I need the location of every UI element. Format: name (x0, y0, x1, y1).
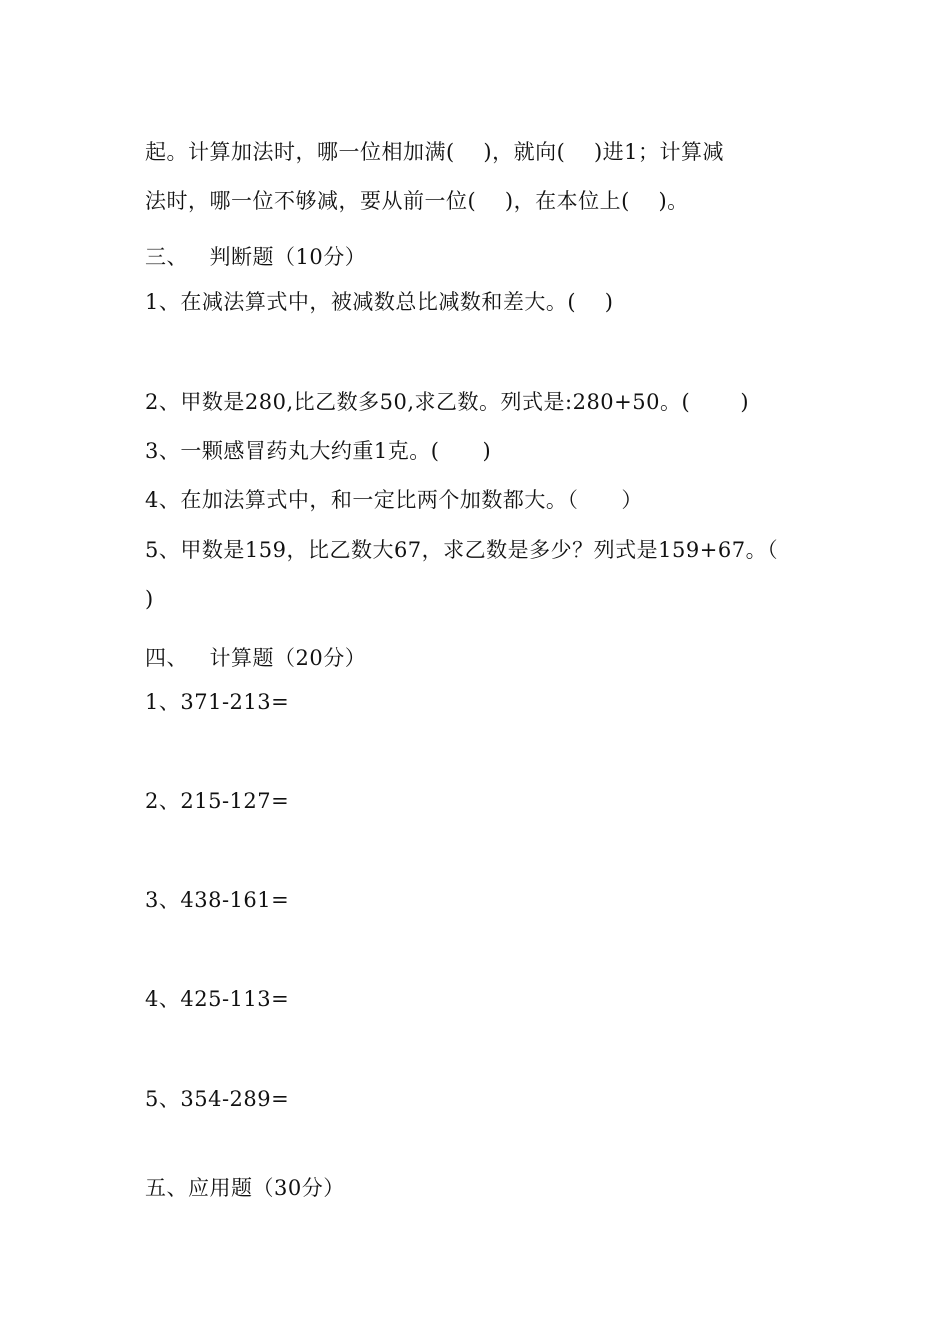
fill-blank-line-1: 起。计算加法时，哪一位相加满( )，就向( )进1；计算减 (145, 140, 725, 164)
calculation-item-2: 2、215-127= (145, 789, 290, 813)
calculation-item-3: 3、438-161= (145, 888, 290, 912)
section-heading-application: 五、应用题（30分） (145, 1176, 345, 1200)
section-heading-judgement: 三、 判断题（10分） (145, 245, 367, 269)
section-heading-calculation: 四、 计算题（20分） (145, 646, 367, 670)
calculation-item-1: 1、371-213= (145, 690, 290, 714)
calculation-item-5: 5、354-289= (145, 1087, 290, 1111)
judgement-item-4: 4、在加法算式中，和一定比两个加数都大。（ ） (145, 488, 643, 512)
judgement-item-2: 2、甲数是280,比乙数多50,求乙数。列式是:280+50。( ) (145, 390, 750, 414)
calculation-item-4: 4、425-113= (145, 987, 290, 1011)
judgement-item-3: 3、一颗感冒药丸大约重1克。( ) (145, 439, 492, 463)
judgement-item-5-continued: ) (145, 587, 154, 611)
fill-blank-line-2: 法时，哪一位不够减，要从前一位( )，在本位上( )。 (145, 189, 689, 213)
judgement-item-1: 1、在减法算式中，被减数总比减数和差大。( ) (145, 290, 614, 314)
judgement-item-5: 5、甲数是159，比乙数大67，求乙数是多少？列式是159+67。（ (145, 538, 779, 562)
